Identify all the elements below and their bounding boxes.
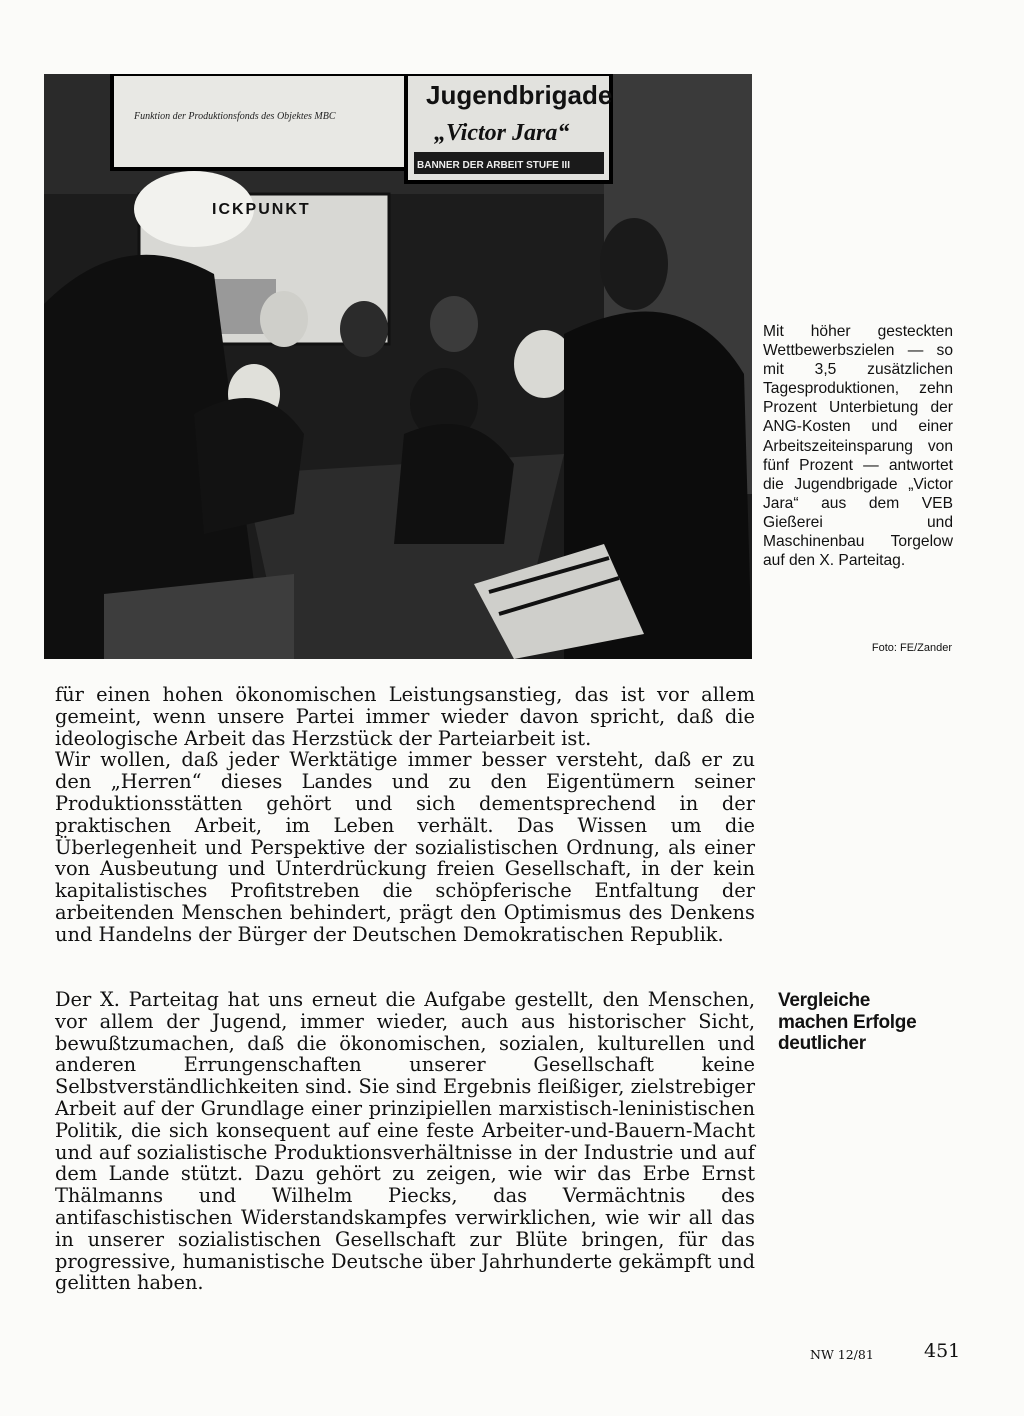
body-paragraph-2: Der X. Parteitag hat uns erneut die Aufgabe gestellt, den Menschen, vor allem der Jugend, immer wieder, auch aus historischer Sicht, bewußtzumachen, daß die ökonomischen, sozialen, kulturellen und anderen Errungenschaften unserer Gesellschaft keine Selbstverständlichkeiten sind. Sie sind Ergebnis fleißiger, zielstrebiger Arbeit auf der Grundlage einer prinzipiellen marxistisch-leninistischen Politik, die sich konsequent auf eine feste Arbeiter-und-Bauern-Macht und auf sozialistische Produktionsverhältnisse in der Industrie und auf dem Lande stützt. Dazu gehört zu zeigen, wie wir das Erbe Ernst Thälmanns und Wilhelm Piecks, das Vermächtnis des antifaschistischen Widerstandskampfes verwirklichen, wie wir all das in unserer sozialistischen Gesellschaft zur Blüte bringen, für das progressive, humanistische Deutsche über Jahrhunderte gekämpft und gelitten haben. [55, 988, 755, 1295]
banner-title: Jugendbrigade [426, 80, 613, 110]
page-number: 451 [924, 1340, 961, 1362]
issue-label: NW 12/81 [810, 1347, 874, 1362]
article-photo [44, 74, 752, 659]
caption-text: Mit höher gesteckten Wettbewerbszielen — so mit 3,5 zusätzlichen Tagesproduktionen, zehn Prozent Unterbietung der ANG-Kosten und einer Arbeitszeiteinsparung von fünf Prozent — antwortet die Jugendbrigade „Victor Jara“ aus dem VEB Gießerei und Maschinenbau Torgelow auf den X. Parteitag. [763, 323, 953, 570]
banner-subtitle: BANNER DER ARBEIT STUFE III [417, 160, 570, 171]
photo-caption [763, 322, 953, 570]
board-text: ICKPUNKT [212, 201, 311, 218]
sidebar-heading: Vergleiche machen Erfolge deutlicher [778, 990, 917, 1054]
banner-note: Funktion der Produktionsfonds des Objektes MBC [134, 111, 336, 122]
body-paragraph-1: für einen hohen ökonomischen Leistungsanstieg, das ist vor allem gemeint, wenn unsere Partei immer wieder davon spricht, daß die ideologische Arbeit das Herzstück der Parteiarbeit ist. Wir wollen, daß jeder Werktätige immer besser versteht, daß er zu den „Herren“ dieses Landes und zu den Eigentümern seiner Produktionsstätten gehört und sich dementsprechend in der praktischen Arbeit, im Leben verhält. Das Wissen um die Überlegenheit und Perspektive der sozialistischen Ordnung, als einer von Ausbeutung und Unterdrückung freien Gesellschaft, in der kein kapitalistisches Profitstreben die schöpferische Entfaltung der arbeitenden Menschen behindert, prägt den Optimismus des Denkens und Handelns der Bürger der Deutschen Demokratischen Republik. [55, 683, 755, 946]
banner-name: „Victor Jara“ [434, 120, 570, 146]
photo-credit: Foto: FE/Zander [871, 642, 952, 654]
photo-illustration [44, 74, 752, 659]
